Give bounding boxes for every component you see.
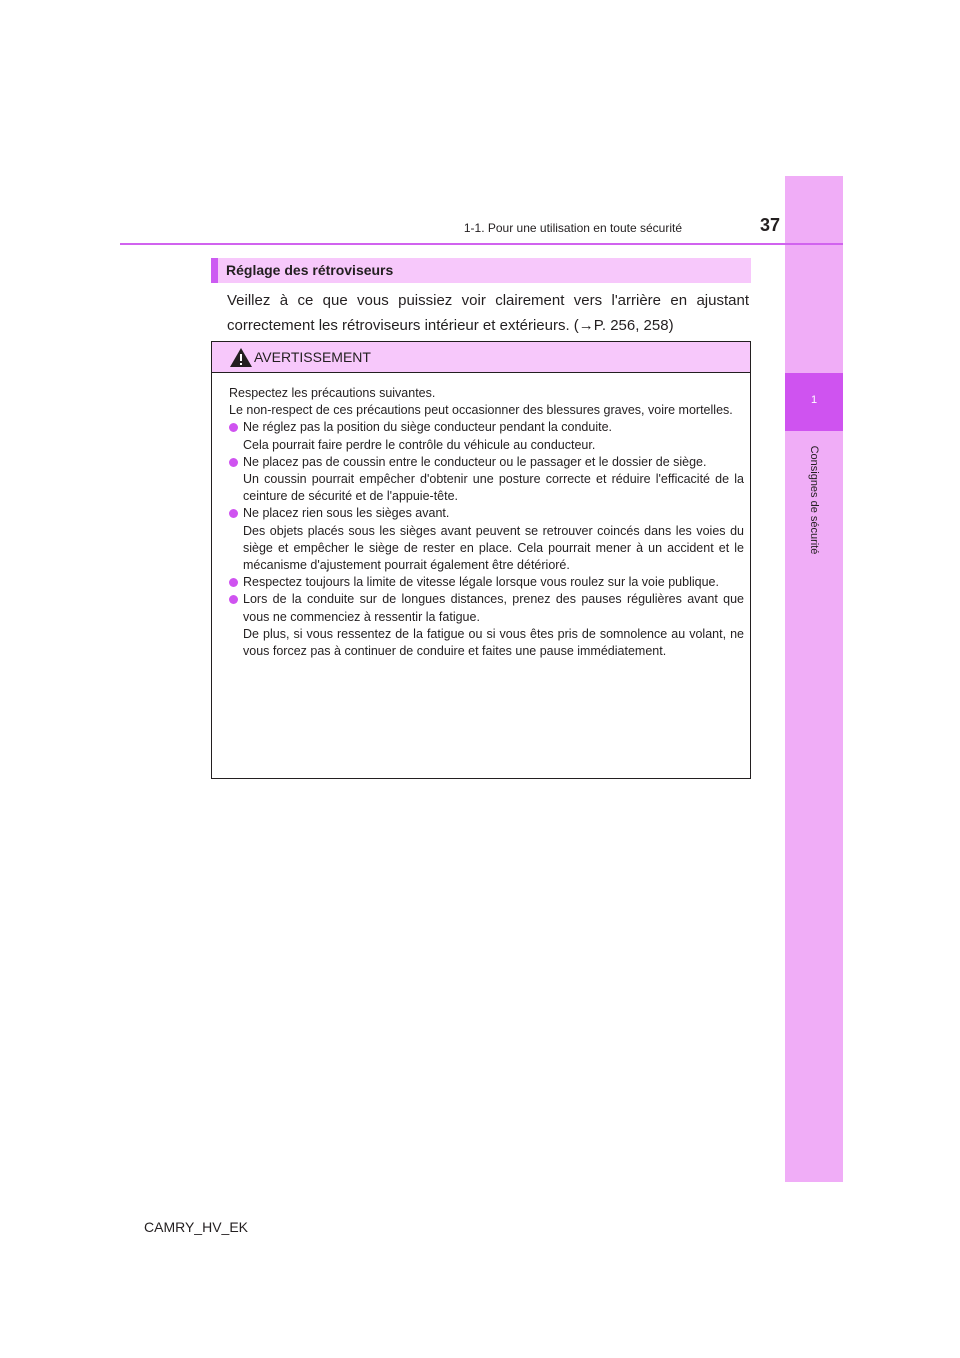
warning-intro-line: Respectez les précautions suivantes.: [229, 386, 436, 400]
bullet-icon: [229, 458, 238, 467]
document-code: CAMRY_HV_EK: [144, 1219, 249, 1235]
chapter-number: 1: [810, 394, 818, 406]
chapter-tab: [785, 373, 843, 431]
chapter-sidebar: [785, 176, 843, 1182]
chapter-title: Consignes de sécurité: [808, 445, 820, 555]
warning-bullet-line: Ne réglez pas la position du siège conducteur pendant la conduite.: [243, 420, 613, 435]
warning-title: AVERTISSEMENT: [254, 349, 371, 365]
warning-bullet: [229, 419, 744, 453]
warning-bullet-line: Respectez toujours la limite de vitesse légale lorsque vous roulez sur la voie publique.: [243, 575, 719, 590]
section-heading: [211, 258, 751, 283]
warning-bullet-line: Cela pourrait faire perdre le contrôle du véhicule au conducteur.: [243, 437, 596, 452]
bullet-icon: [229, 423, 238, 432]
section-header: 1-1. Pour une utilisation en toute sécurité: [463, 221, 682, 235]
warning-body: [229, 385, 744, 660]
warning-bullet-line: Un coussin pourrait empêcher d'obtenir une posture correcte et réduire l'efficacité de la ceinture de sécurité et de l'appuie-tête.: [243, 472, 744, 504]
section-heading-text: Réglage des rétroviseurs: [226, 262, 394, 278]
warning-box: [211, 341, 751, 779]
page-number: 37: [759, 215, 780, 235]
warning-bullet: [229, 454, 744, 506]
warning-bullet-line: Des objets placés sous les sièges avant peuvent se retrouver coincés dans les voies du siège et empêcher le siège de rester en place. Cela pourrait mener à un accident et le mécanisme d'ajustement pourrait également être détérioré.: [243, 523, 744, 573]
warning-header: [212, 342, 750, 373]
warning-bullet: [229, 574, 744, 591]
bullet-icon: [229, 578, 238, 587]
bullet-icon: [229, 595, 238, 604]
warning-icon: [229, 347, 253, 368]
warning-intro-line: Le non-respect de ces précautions peut occasionner des blessures graves, voire mortelles.: [229, 403, 733, 418]
warning-bullet-line: De plus, si vous ressentez de la fatigue ou si vous êtes pris de somnolence au volant, ne vous forcez pas à continuer de conduire et faites une pause immédiatement.: [243, 626, 744, 659]
warning-bullet: [229, 505, 744, 574]
warning-bullet-line: Ne placez pas de coussin entre le conducteur ou le passager et le dossier de siège.: [243, 454, 707, 469]
warning-bullet: [229, 591, 744, 660]
warning-bullet-line: Ne placez rien sous les sièges avant.: [243, 506, 450, 521]
warning-bullet-line: Lors de la conduite sur de longues distances, prenez des pauses régulières avant que vous ne commenciez à ressentir la fatigue.: [243, 592, 744, 624]
warning-intro: [229, 385, 744, 419]
header-rule: [120, 243, 843, 245]
intro-paragraph: Veillez à ce que vous puissiez voir clairement vers l'arrière en ajustant correctement les rétroviseurs intérieur et extérieurs. (→P. 256, 258): [227, 292, 749, 334]
bullet-icon: [229, 509, 238, 518]
